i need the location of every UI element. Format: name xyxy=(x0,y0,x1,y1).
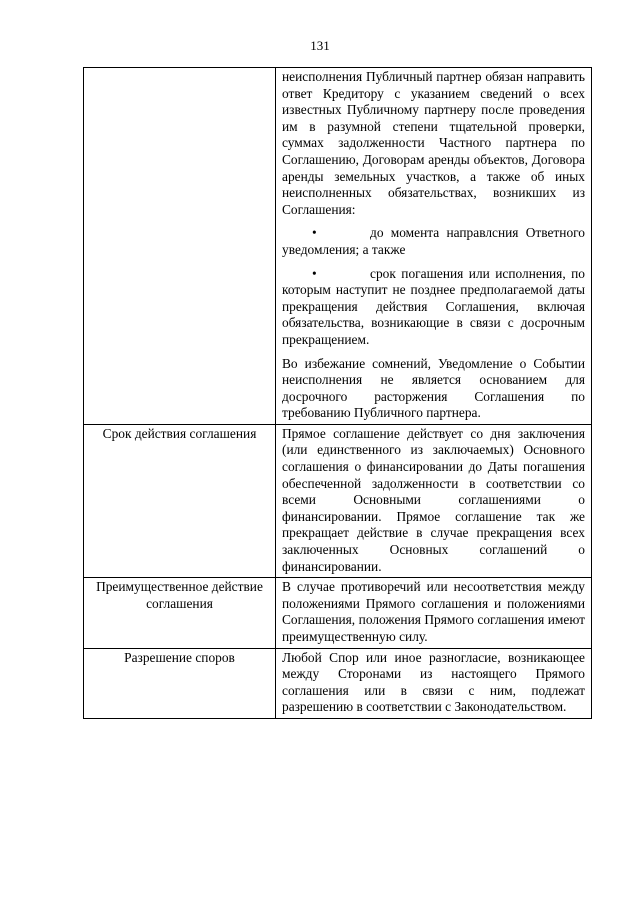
paragraph: Во избежание сомнений, Уведомление о Событии неисполнения не является основанием для досрочного расторжения Соглашения по требованию Публичного партнера. xyxy=(282,355,585,421)
paragraph: Любой Спор или иное разногласие, возникающее между Сторонами из настоящего Прямого соглашения или в связи с ним, подлежат разрешению в соответствии с Законодательством. xyxy=(282,649,585,715)
row-content xyxy=(276,424,592,577)
table-row xyxy=(84,648,592,718)
row-content xyxy=(276,68,592,425)
paragraph: Прямое соглашение действует со дня заключения (или единственного из заключаемых) Основного соглашения о финансировании до Даты погашения обеспеченной задолженности в соответствии со всеми Основными соглашениями о финансировании. Прямое соглашение так же прекращает действие в случае прекращения всех заключенных Основных соглашений о финансировании. xyxy=(282,425,585,574)
list-item-text: срок погашения или исполнения, по которым наступит не позднее предполагаемой даты прекращения действия Соглашения, включая обязательства, возникающие в связи с досрочным прекращением. xyxy=(282,265,585,347)
table-row xyxy=(84,68,592,425)
bullet-icon: • xyxy=(312,265,317,281)
table-row xyxy=(84,424,592,577)
page-number: 131 xyxy=(310,38,330,53)
row-label: Преимущественное действие соглашения xyxy=(84,578,276,648)
paragraph: неисполнения Публичный партнер обязан направить ответ Кредитору с указанием сведений о всех известных Публичному партнеру после проведения им в разумной степени тщательной проверки, суммах задолженности Частного партнера по Соглашению, Договорам аренды объектов, Договора аренды земельных участков, а также об иных неисполненных обязательствах, возникших из Соглашения: xyxy=(282,69,585,217)
row-label xyxy=(84,68,276,425)
row-content xyxy=(276,578,592,648)
bullet-icon: • xyxy=(312,225,317,241)
row-label: Срок действия соглашения xyxy=(84,424,276,577)
list-item xyxy=(282,266,585,349)
list-item xyxy=(282,225,585,258)
row-label: Разрешение споров xyxy=(84,648,276,718)
paragraph: В случае противоречий или несоответствия между положениями Прямого соглашения и положениями Соглашения, положения Прямого соглашения имеют преимущественную силу. xyxy=(282,579,585,644)
agreement-table xyxy=(83,67,592,719)
list-item-text: до момента направлсния Ответного уведомления; а также xyxy=(282,225,585,257)
table-row xyxy=(84,578,592,648)
row-content xyxy=(276,648,592,718)
